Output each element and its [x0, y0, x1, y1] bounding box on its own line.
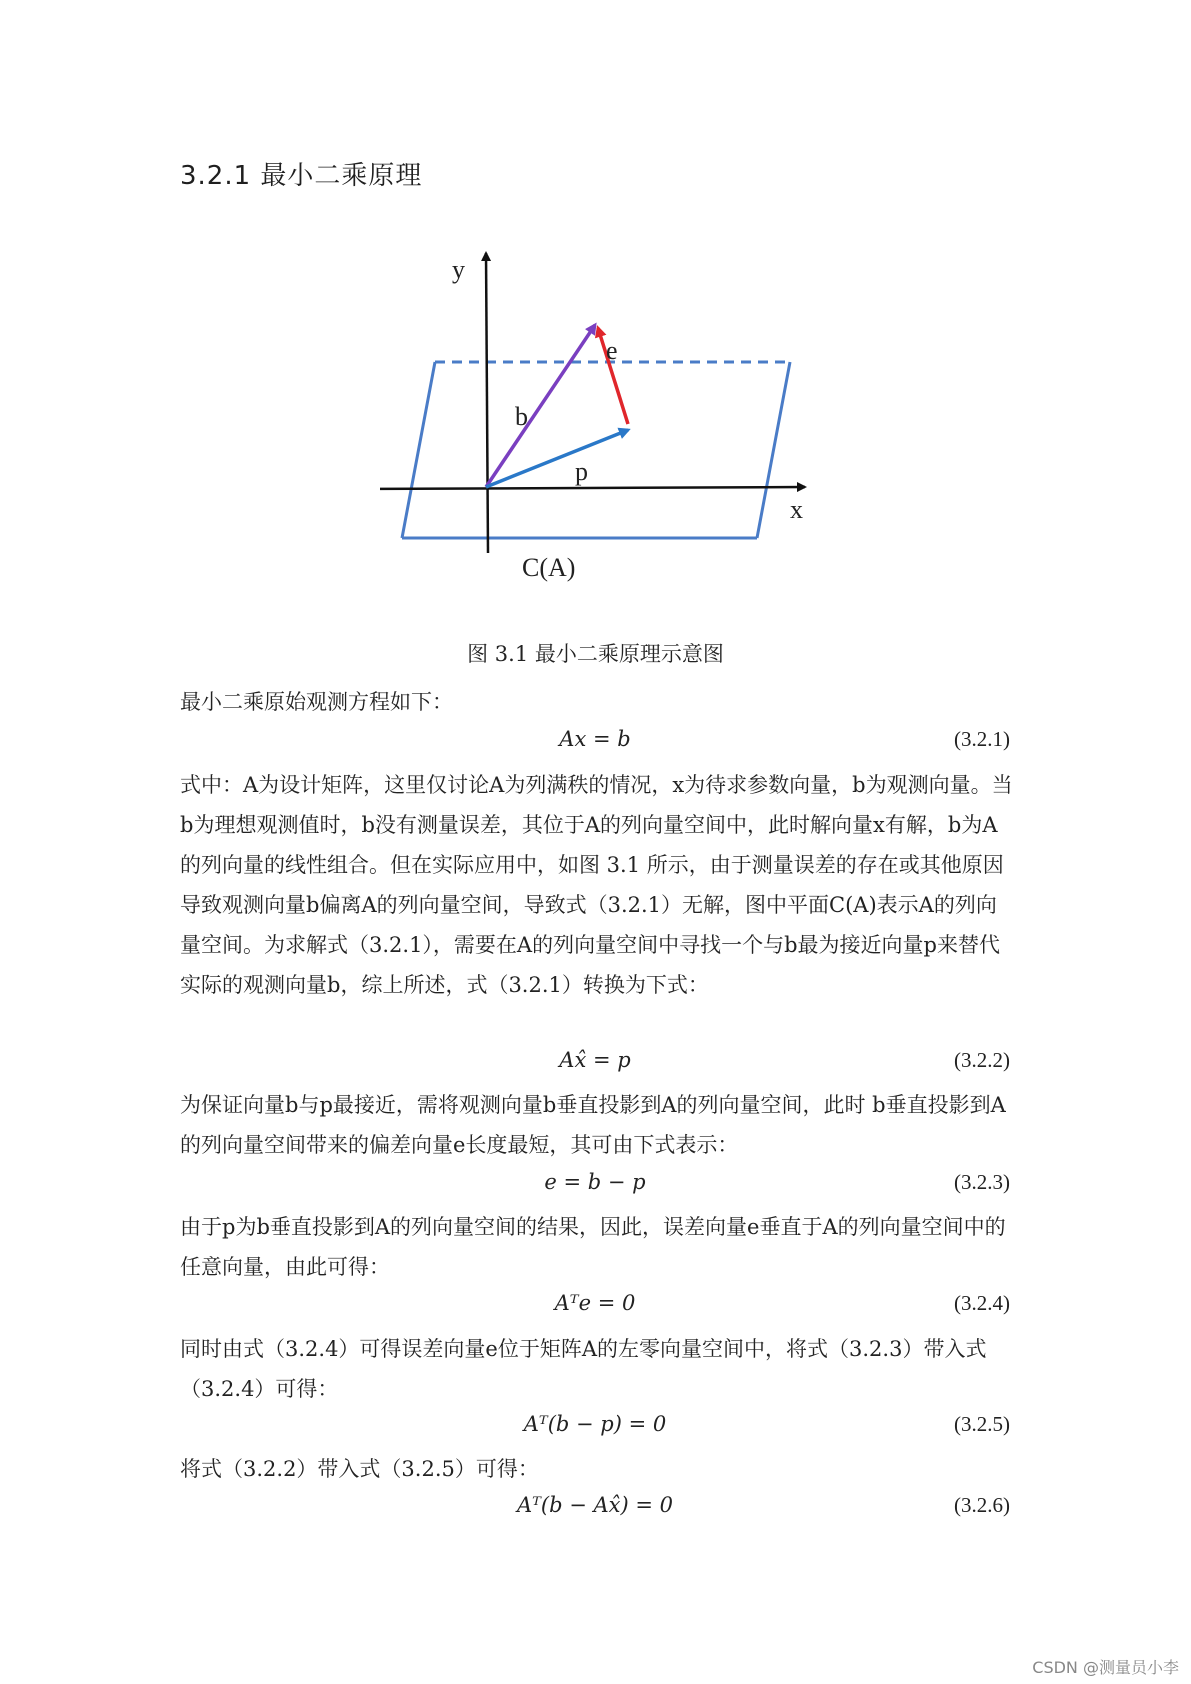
equation-formula: Aᵀ(b − Ax̂) = 0 — [516, 1493, 674, 1517]
paragraph-text: 最小二乘原始观测方程如下： — [180, 690, 453, 714]
equation-formula: Aᵀe = 0 — [554, 1291, 636, 1315]
paragraph-projection — [180, 1085, 1015, 1165]
y-axis-label: y — [452, 255, 465, 284]
equation-number: (3.2.3) — [954, 1170, 1010, 1194]
paragraph-text: 由于p为b垂直投影到A的列向量空间的结果，因此，误差向量e垂直于A的列向量空间中的任意向量，由此可得： — [180, 1215, 1006, 1279]
equation-3-2-4 — [180, 1291, 1010, 1325]
x-axis — [380, 487, 805, 489]
paragraph-text: 式中：A为设计矩阵，这里仅讨论A为列满秩的情况，x为待求参数向量，b为观测向量。当b为理想观测值时，b没有测量误差，其位于A的列向量空间中，此时解向量x有解，b为A的列向量的线性组合。但在实际应用中，如图 3.1 所示，由于测量误差的存在或其他原因导致观测向量b偏离A的列向量空间，导致式（3.2.1）无解，图中平面C(A)表示A的列向量空间。为求解式（3.2.1），需要在A的列向量空间中寻找一个与b最为接近向量p来替代实际的观测向量b，综上所述，式（3.2.1）转换为下式： — [180, 773, 1013, 997]
equation-number: (3.2.6) — [954, 1493, 1010, 1517]
equation-3-2-6 — [180, 1493, 1010, 1527]
paragraph-explanation — [180, 765, 1015, 1005]
paragraph-left-null — [180, 1329, 1015, 1409]
paragraph-substitute — [180, 1449, 1015, 1489]
watermark: CSDN @测量员小李 — [1032, 1658, 1179, 1677]
equation-number: (3.2.2) — [954, 1048, 1010, 1072]
least-squares-figure — [380, 250, 880, 590]
y-axis — [486, 253, 488, 553]
equation-formula: Ax̂ = p — [559, 1048, 631, 1072]
plane-left-edge — [402, 362, 435, 538]
x-axis-label: x — [790, 495, 803, 524]
p-vector-label: p — [575, 457, 588, 486]
equation-number: (3.2.4) — [954, 1291, 1010, 1315]
paragraph-intro — [180, 682, 1015, 722]
paragraph-orthogonal — [180, 1207, 1015, 1287]
equation-3-2-1 — [180, 727, 1010, 761]
equation-formula: Ax = b — [559, 727, 631, 751]
equation-3-2-5 — [180, 1412, 1010, 1446]
paragraph-text: 为保证向量b与p最接近，需将观测向量b垂直投影到A的列向量空间，此时 b垂直投影到A的列向量空间带来的偏差向量e长度最短，其可由下式表示： — [180, 1093, 1006, 1157]
equation-number: (3.2.1) — [954, 727, 1010, 751]
equation-formula: Aᵀ(b − p) = 0 — [523, 1412, 667, 1436]
b-vector-label: b — [515, 402, 528, 431]
figure-svg — [380, 250, 880, 590]
figure-caption: 图 3.1 最小二乘原理示意图 — [467, 642, 724, 666]
paragraph-text: 同时由式（3.2.4）可得误差向量e位于矩阵A的左零向量空间中，将式（3.2.3）带入式（3.2.4）可得： — [180, 1337, 987, 1401]
section-title: 3.2.1 最小二乘原理 — [180, 161, 423, 191]
vector-p — [486, 430, 628, 487]
equation-3-2-3 — [180, 1170, 1010, 1204]
equation-number: (3.2.5) — [954, 1412, 1010, 1436]
plane-right-edge — [757, 362, 790, 538]
equation-3-2-2 — [180, 1048, 1010, 1082]
equation-formula: e = b − p — [544, 1170, 646, 1194]
paragraph-text: 将式（3.2.2）带入式（3.2.5）可得： — [180, 1457, 539, 1481]
e-vector-label: e — [606, 336, 618, 365]
plane-label: C(A) — [522, 553, 576, 582]
